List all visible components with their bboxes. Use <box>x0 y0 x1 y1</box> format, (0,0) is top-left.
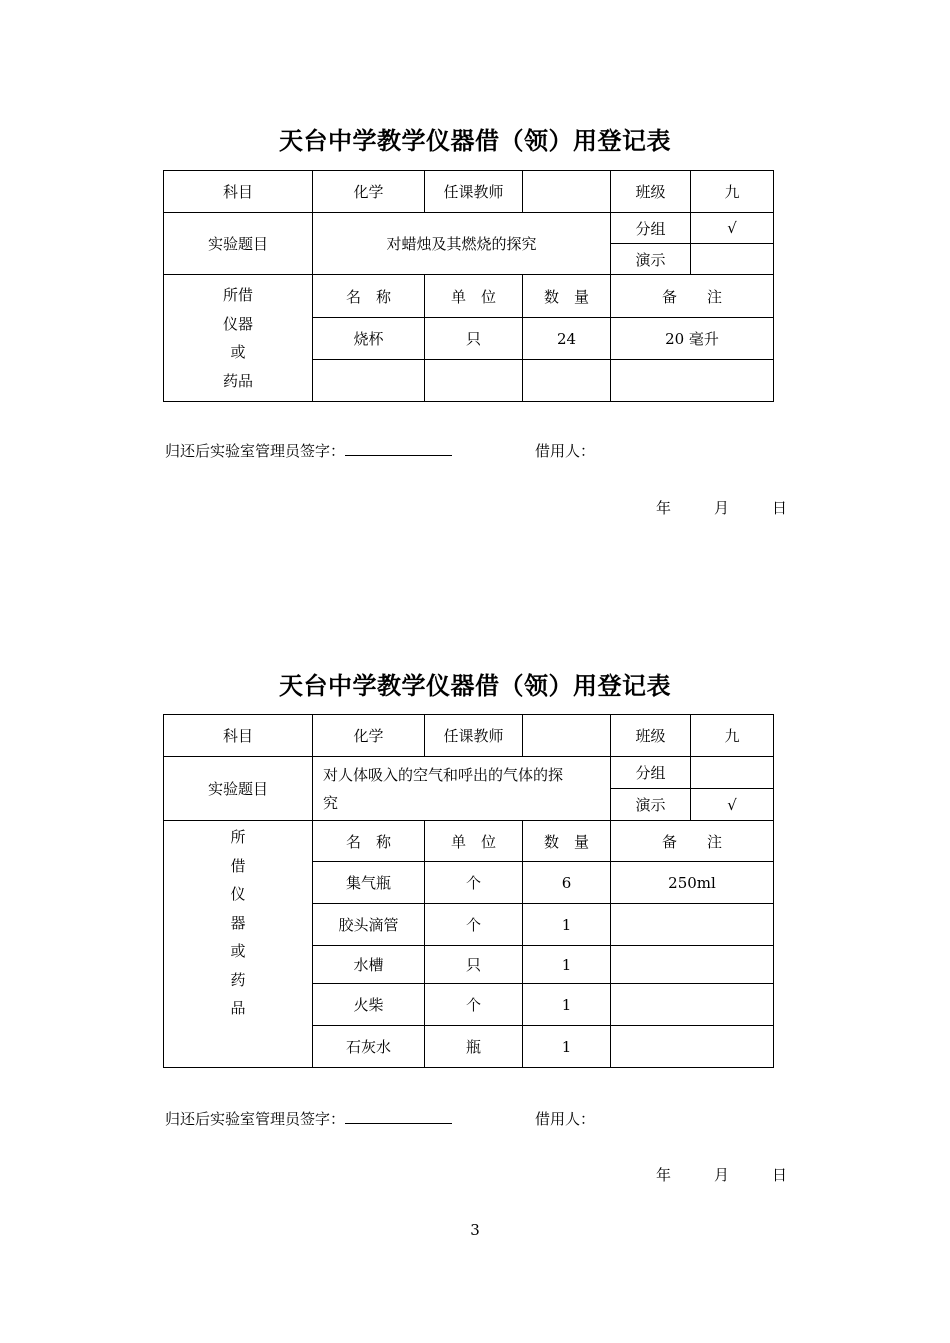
form2-group-label: 分组 <box>611 757 691 789</box>
form1-table <box>163 170 774 402</box>
form2-borrower-label: 借用人： <box>535 1110 596 1128</box>
form1-header-name: 名 称 <box>313 275 425 318</box>
form1-subject-value: 化学 <box>313 171 425 213</box>
form2-experiment-line: 对人体吸入的空气和呼出的气体的探 <box>323 765 564 784</box>
form2-subject-value: 化学 <box>313 715 425 757</box>
form1-date-year: 年 <box>656 499 672 517</box>
form2-teacher-value <box>523 715 611 757</box>
form2-signature-label: 归还后实验室管理员签字： <box>165 1110 346 1128</box>
form2-item-name: 火柴 <box>313 984 425 1026</box>
form2-items-label-char: 借 <box>230 856 246 875</box>
form2-items-label-char: 或 <box>230 942 246 960</box>
form1-item-qty: 24 <box>523 318 611 360</box>
form1-group-mark: √ <box>691 213 774 244</box>
form2-date-month: 月 <box>714 1166 730 1184</box>
form1-item-note <box>611 360 774 402</box>
form2-date-year: 年 <box>656 1166 672 1184</box>
form1-item-name <box>313 360 425 402</box>
form1-signature-line <box>165 440 452 461</box>
form1-teacher-label: 任课教师 <box>425 171 523 213</box>
form2-item-note <box>611 904 774 946</box>
form1-item-unit <box>425 360 523 402</box>
form2-title: 天台中学教学仪器借（领）用登记表 <box>279 672 671 700</box>
form2-item-note <box>611 946 774 984</box>
form1-signature-blank[interactable] <box>345 442 452 456</box>
form2-date-day: 日 <box>772 1166 788 1184</box>
form2-header-note: 备 注 <box>611 821 774 862</box>
form1-items-label-line: 所借 <box>222 286 253 304</box>
form2-item-name: 集气瓶 <box>313 862 425 904</box>
form2-class-label: 班级 <box>611 715 691 757</box>
form2-teacher-label: 任课教师 <box>425 715 523 757</box>
form1-item-note: 20 毫升 <box>611 318 774 360</box>
form2-group-mark <box>691 757 774 789</box>
form2-item-unit: 个 <box>425 904 523 946</box>
form2-item-unit: 只 <box>425 946 523 984</box>
form2-table <box>163 714 774 1068</box>
form1-item-unit: 只 <box>425 318 523 360</box>
form2-items-label-char: 品 <box>230 999 246 1017</box>
form1-header-unit: 单 位 <box>425 275 523 318</box>
form1-experiment-label: 实验题目 <box>164 213 313 275</box>
form1-date-month: 月 <box>714 499 730 517</box>
form2-experiment-value <box>313 757 611 821</box>
form1-header-note: 备 注 <box>611 275 774 318</box>
form2-items-label <box>164 821 313 1068</box>
form1-title: 天台中学教学仪器借（领）用登记表 <box>279 127 671 155</box>
form2-item-qty: 1 <box>523 904 611 946</box>
form2-experiment-label: 实验题目 <box>164 757 313 821</box>
page-number: 3 <box>470 1221 480 1239</box>
form1-experiment-value: 对蜡烛及其燃烧的探究 <box>313 213 611 275</box>
form2-item-qty: 1 <box>523 984 611 1026</box>
form1-class-label: 班级 <box>611 171 691 213</box>
form1-items-label-line: 或 <box>230 343 246 361</box>
form2-date <box>656 1164 787 1185</box>
form2-items-label-char: 药 <box>230 970 246 989</box>
form1-demo-mark <box>691 244 774 275</box>
form1-items-label <box>164 275 313 402</box>
form2-items-label-char: 器 <box>230 913 246 932</box>
form1-item-name: 烧杯 <box>313 318 425 360</box>
form1-header-qty: 数 量 <box>523 275 611 318</box>
form1-items-label-line: 药品 <box>222 371 253 390</box>
form1-teacher-value <box>523 171 611 213</box>
form2-item-unit: 个 <box>425 862 523 904</box>
form2-header-name: 名 称 <box>313 821 425 862</box>
form2-header-unit: 单 位 <box>425 821 523 862</box>
form2-experiment-line: 究 <box>323 793 339 812</box>
form2-demo-label: 演示 <box>611 789 691 821</box>
form2-demo-mark: √ <box>691 789 774 821</box>
form2-item-unit: 瓶 <box>425 1026 523 1068</box>
form2-item-qty: 1 <box>523 946 611 984</box>
form1-items-label-line: 仪器 <box>222 314 253 333</box>
form1-group-label: 分组 <box>611 213 691 244</box>
form2-item-note: 250ml <box>611 862 774 904</box>
form1-class-value: 九 <box>691 171 774 213</box>
form2-item-name: 水槽 <box>313 946 425 984</box>
form2-items-label-char: 所 <box>230 828 246 846</box>
form2-item-note <box>611 1026 774 1068</box>
form1-borrower-label: 借用人： <box>535 442 596 460</box>
form2-signature-line <box>165 1108 452 1129</box>
form2-item-note <box>611 984 774 1026</box>
form2-item-name: 胶头滴管 <box>313 904 425 946</box>
form2-item-qty: 6 <box>523 862 611 904</box>
form1-date <box>656 497 787 518</box>
form2-header-qty: 数 量 <box>523 821 611 862</box>
form2-item-unit: 个 <box>425 984 523 1026</box>
form1-signature-label: 归还后实验室管理员签字： <box>165 442 346 460</box>
form1-subject-label: 科目 <box>164 171 313 213</box>
form2-signature-blank[interactable] <box>345 1110 452 1124</box>
form2-subject-label: 科目 <box>164 715 313 757</box>
form2-item-qty: 1 <box>523 1026 611 1068</box>
form1-demo-label: 演示 <box>611 244 691 275</box>
form2-items-label-char: 仪 <box>230 885 246 903</box>
form1-item-qty <box>523 360 611 402</box>
form1-date-day: 日 <box>772 499 788 517</box>
form2-class-value: 九 <box>691 715 774 757</box>
form2-item-name: 石灰水 <box>313 1026 425 1068</box>
